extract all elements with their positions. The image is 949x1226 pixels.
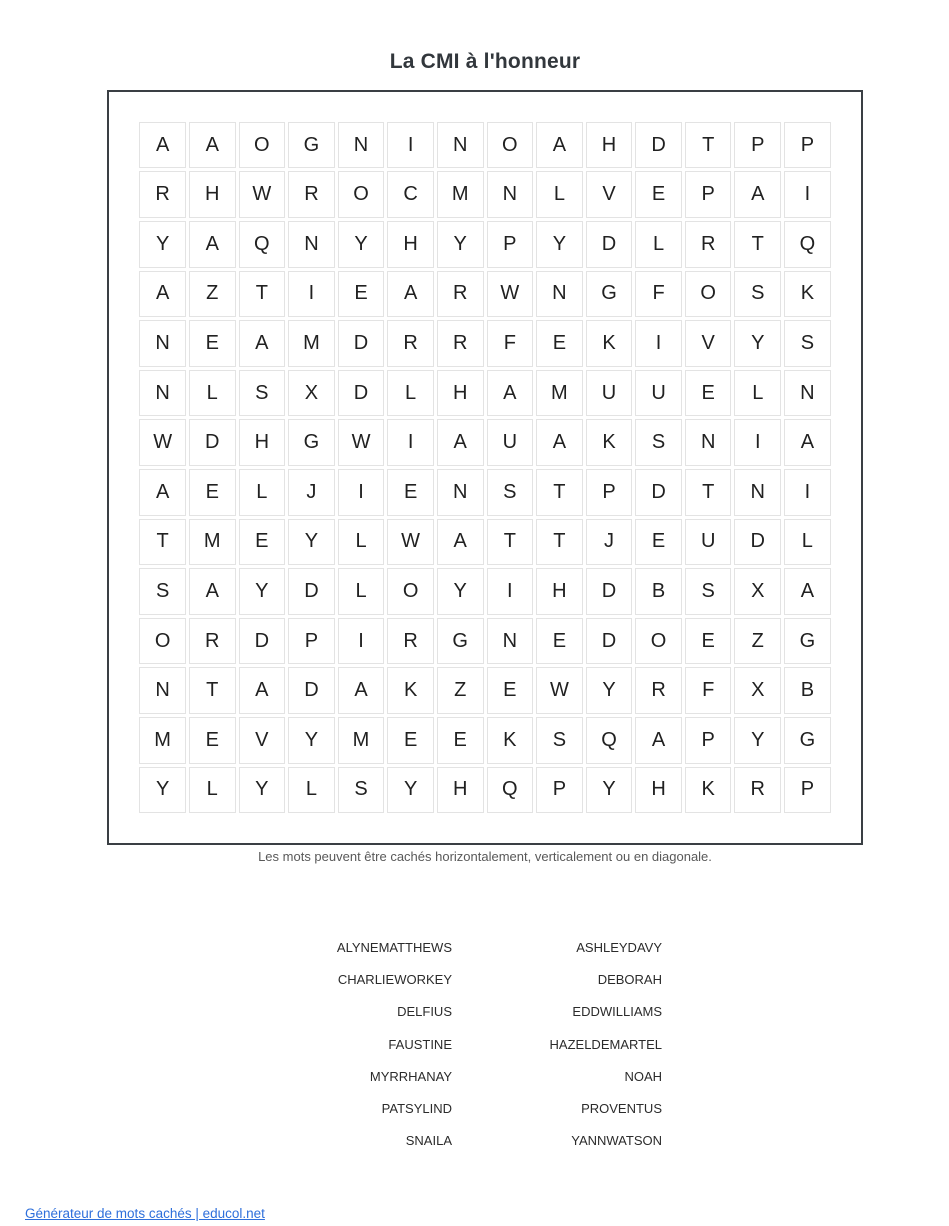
grid-cell: X xyxy=(288,370,335,417)
word-item: HAZELDEMARTEL xyxy=(549,1036,662,1052)
grid-cell: P xyxy=(784,122,831,169)
grid-cell: E xyxy=(338,271,385,318)
grid-cell: Q xyxy=(784,221,831,268)
grid-cell: A xyxy=(139,122,186,169)
grid-cell: W xyxy=(387,519,434,566)
grid-cell: E xyxy=(189,469,236,516)
grid-cell: L xyxy=(338,519,385,566)
grid-cell: P xyxy=(685,717,732,764)
word-list-right-column xyxy=(452,938,662,1163)
grid-cell: H xyxy=(635,767,682,814)
grid-cell: G xyxy=(437,618,484,665)
grid-cell: G xyxy=(288,122,335,169)
grid-cell: U xyxy=(635,370,682,417)
grid-cell: R xyxy=(437,271,484,318)
grid-cell: T xyxy=(536,519,583,566)
grid-cell: E xyxy=(437,717,484,764)
grid-cell: M xyxy=(536,370,583,417)
grid-cell: H xyxy=(239,419,286,466)
grid-cell: D xyxy=(586,568,633,615)
grid-cell: Y xyxy=(586,767,633,814)
grid-cell: D xyxy=(635,469,682,516)
grid-cell: N xyxy=(288,221,335,268)
grid-cell: A xyxy=(387,271,434,318)
grid-cell: I xyxy=(288,271,335,318)
grid-cell: N xyxy=(338,122,385,169)
grid-cell: W xyxy=(139,419,186,466)
grid-cell: R xyxy=(437,320,484,367)
grid-cell: N xyxy=(487,171,534,218)
grid-cell: E xyxy=(536,320,583,367)
grid-cell: R xyxy=(387,320,434,367)
grid-cell: M xyxy=(139,717,186,764)
word-list-left-column xyxy=(242,938,452,1163)
grid-cell: T xyxy=(189,667,236,714)
grid-cell: P xyxy=(487,221,534,268)
grid-cell: D xyxy=(734,519,781,566)
grid-cell: O xyxy=(139,618,186,665)
grid-cell: P xyxy=(288,618,335,665)
grid-cell: Q xyxy=(239,221,286,268)
grid-cell: H xyxy=(437,767,484,814)
grid-cell: P xyxy=(734,122,781,169)
grid-cell: A xyxy=(437,419,484,466)
word-item: DEBORAH xyxy=(597,972,662,988)
grid-cell: J xyxy=(288,469,335,516)
grid-cell: R xyxy=(139,171,186,218)
grid-cell: A xyxy=(189,568,236,615)
grid-cell: K xyxy=(487,717,534,764)
grid-cell: E xyxy=(635,519,682,566)
grid-cell: O xyxy=(387,568,434,615)
grid-cell: Y xyxy=(288,519,335,566)
grid-cell: P xyxy=(586,469,633,516)
grid-cell: W xyxy=(487,271,534,318)
grid-cell: I xyxy=(387,419,434,466)
grid-cell: E xyxy=(487,667,534,714)
grid-cell: T xyxy=(487,519,534,566)
grid-cell: M xyxy=(189,519,236,566)
grid-cell: A xyxy=(487,370,534,417)
grid-cell: N xyxy=(437,469,484,516)
grid-cell: D xyxy=(586,618,633,665)
grid-cell: D xyxy=(189,419,236,466)
grid-cell: U xyxy=(685,519,732,566)
grid-cell: I xyxy=(784,469,831,516)
grid-cell: O xyxy=(239,122,286,169)
grid-cell: Y xyxy=(288,717,335,764)
word-item: MYRRHANAY xyxy=(369,1068,452,1084)
grid-cell: A xyxy=(338,667,385,714)
grid-cell: G xyxy=(784,618,831,665)
grid-cell: D xyxy=(586,221,633,268)
grid-cell: I xyxy=(387,122,434,169)
grid-cell: H xyxy=(586,122,633,169)
grid-cell: F xyxy=(487,320,534,367)
grid-cell: B xyxy=(635,568,682,615)
grid-cell: V xyxy=(586,171,633,218)
grid-cell: T xyxy=(139,519,186,566)
grid-cell: N xyxy=(536,271,583,318)
grid-cell: A xyxy=(784,419,831,466)
grid-cell: J xyxy=(586,519,633,566)
grid-cell: F xyxy=(685,667,732,714)
grid-cell: V xyxy=(685,320,732,367)
letter-grid xyxy=(139,122,830,813)
grid-cell: N xyxy=(784,370,831,417)
grid-cell: E xyxy=(635,171,682,218)
generator-link[interactable]: Générateur de mots cachés | educol.net xyxy=(25,1206,265,1221)
grid-cell: S xyxy=(338,767,385,814)
grid-cell: Y xyxy=(239,568,286,615)
grid-cell: T xyxy=(734,221,781,268)
grid-cell: Y xyxy=(387,767,434,814)
grid-cell: E xyxy=(387,469,434,516)
grid-cell: I xyxy=(338,469,385,516)
grid-cell: L xyxy=(338,568,385,615)
grid-cell: R xyxy=(387,618,434,665)
grid-cell: S xyxy=(685,568,732,615)
grid-cell: E xyxy=(685,618,732,665)
grid-cell: D xyxy=(338,370,385,417)
grid-cell: B xyxy=(784,667,831,714)
grid-cell: X xyxy=(734,568,781,615)
grid-cell: W xyxy=(536,667,583,714)
puzzle-box xyxy=(107,90,863,845)
word-item: ASHLEYDAVY xyxy=(576,940,662,955)
grid-cell: R xyxy=(288,171,335,218)
word-item: EDDWILLIAMS xyxy=(572,1004,662,1020)
grid-cell: D xyxy=(338,320,385,367)
grid-cell: U xyxy=(586,370,633,417)
word-item: PROVENTUS xyxy=(581,1100,662,1116)
grid-cell: D xyxy=(288,568,335,615)
grid-cell: D xyxy=(239,618,286,665)
grid-cell: A xyxy=(536,122,583,169)
grid-cell: G xyxy=(288,419,335,466)
grid-cell: P xyxy=(685,171,732,218)
grid-cell: A xyxy=(139,271,186,318)
grid-cell: I xyxy=(338,618,385,665)
grid-cell: P xyxy=(784,767,831,814)
grid-cell: T xyxy=(685,469,732,516)
grid-cell: I xyxy=(734,419,781,466)
grid-cell: G xyxy=(784,717,831,764)
grid-cell: W xyxy=(338,419,385,466)
grid-cell: Y xyxy=(239,767,286,814)
grid-cell: S xyxy=(487,469,534,516)
grid-cell: Y xyxy=(139,221,186,268)
grid-cell: N xyxy=(139,320,186,367)
word-item: DELFIUS xyxy=(397,1004,452,1020)
word-item: FAUSTINE xyxy=(388,1036,452,1052)
grid-cell: E xyxy=(536,618,583,665)
grid-cell: A xyxy=(635,717,682,764)
grid-cell: M xyxy=(338,717,385,764)
grid-cell: A xyxy=(734,171,781,218)
grid-cell: Y xyxy=(437,221,484,268)
grid-cell: L xyxy=(536,171,583,218)
grid-cell: N xyxy=(734,469,781,516)
grid-cell: S xyxy=(239,370,286,417)
word-item: YANNWATSON xyxy=(571,1133,662,1149)
grid-cell: Z xyxy=(189,271,236,318)
word-item: ALYNEMATTHEWS xyxy=(336,940,452,955)
grid-cell: L xyxy=(189,767,236,814)
grid-cell: S xyxy=(536,717,583,764)
grid-cell: A xyxy=(139,469,186,516)
grid-cell: Y xyxy=(734,320,781,367)
grid-cell: L xyxy=(288,767,335,814)
grid-cell: A xyxy=(239,320,286,367)
word-item: PATSYLIND xyxy=(381,1100,452,1116)
grid-cell: Q xyxy=(487,767,534,814)
grid-cell: N xyxy=(685,419,732,466)
grid-cell: N xyxy=(139,370,186,417)
grid-cell: A xyxy=(437,519,484,566)
grid-cell: F xyxy=(635,271,682,318)
grid-cell: S xyxy=(784,320,831,367)
grid-cell: K xyxy=(586,419,633,466)
grid-cell: K xyxy=(387,667,434,714)
grid-cell: A xyxy=(189,221,236,268)
grid-cell: L xyxy=(387,370,434,417)
grid-cell: N xyxy=(437,122,484,169)
grid-cell: N xyxy=(139,667,186,714)
grid-cell: C xyxy=(387,171,434,218)
grid-cell: L xyxy=(189,370,236,417)
grid-cell: L xyxy=(784,519,831,566)
grid-cell: T xyxy=(239,271,286,318)
grid-cell: O xyxy=(635,618,682,665)
grid-cell: A xyxy=(189,122,236,169)
grid-cell: E xyxy=(239,519,286,566)
grid-cell: E xyxy=(189,717,236,764)
grid-cell: Z xyxy=(734,618,781,665)
grid-cell: T xyxy=(536,469,583,516)
grid-cell: R xyxy=(189,618,236,665)
grid-cell: H xyxy=(536,568,583,615)
grid-cell: M xyxy=(437,171,484,218)
grid-cell: X xyxy=(734,667,781,714)
grid-cell: D xyxy=(635,122,682,169)
grid-cell: I xyxy=(487,568,534,615)
grid-cell: H xyxy=(189,171,236,218)
grid-cell: S xyxy=(139,568,186,615)
word-item: CHARLIEWORKEY xyxy=(337,972,452,988)
grid-cell: A xyxy=(536,419,583,466)
grid-cell: S xyxy=(734,271,781,318)
hint-text: Les mots peuvent être cachés horizontalement, verticalement ou en diagonale. xyxy=(258,849,712,864)
grid-cell: O xyxy=(487,122,534,169)
word-list xyxy=(242,938,662,1163)
grid-cell: L xyxy=(239,469,286,516)
grid-cell: L xyxy=(734,370,781,417)
grid-cell: A xyxy=(784,568,831,615)
grid-cell: I xyxy=(635,320,682,367)
grid-cell: V xyxy=(239,717,286,764)
grid-cell: R xyxy=(685,221,732,268)
grid-cell: K xyxy=(685,767,732,814)
grid-cell: M xyxy=(288,320,335,367)
grid-cell: E xyxy=(189,320,236,367)
grid-cell: T xyxy=(685,122,732,169)
grid-cell: K xyxy=(586,320,633,367)
grid-cell: Y xyxy=(139,767,186,814)
grid-cell: G xyxy=(586,271,633,318)
grid-cell: P xyxy=(536,767,583,814)
grid-cell: L xyxy=(635,221,682,268)
grid-cell: Y xyxy=(734,717,781,764)
grid-cell: I xyxy=(784,171,831,218)
grid-cell: Z xyxy=(437,667,484,714)
grid-cell: S xyxy=(635,419,682,466)
grid-cell: N xyxy=(487,618,534,665)
word-item: NOAH xyxy=(624,1068,662,1084)
grid-cell: O xyxy=(685,271,732,318)
grid-cell: E xyxy=(685,370,732,417)
grid-cell: O xyxy=(338,171,385,218)
page-title: La CMI à l'honneur xyxy=(389,50,581,73)
word-item: SNAILA xyxy=(405,1133,452,1149)
grid-cell: D xyxy=(288,667,335,714)
grid-cell: Y xyxy=(437,568,484,615)
grid-cell: Y xyxy=(536,221,583,268)
grid-cell: Y xyxy=(586,667,633,714)
grid-cell: Q xyxy=(586,717,633,764)
grid-cell: W xyxy=(239,171,286,218)
grid-cell: U xyxy=(487,419,534,466)
grid-cell: Y xyxy=(338,221,385,268)
grid-cell: H xyxy=(387,221,434,268)
grid-cell: R xyxy=(734,767,781,814)
grid-cell: H xyxy=(437,370,484,417)
grid-cell: A xyxy=(239,667,286,714)
grid-cell: R xyxy=(635,667,682,714)
grid-cell: E xyxy=(387,717,434,764)
grid-cell: K xyxy=(784,271,831,318)
